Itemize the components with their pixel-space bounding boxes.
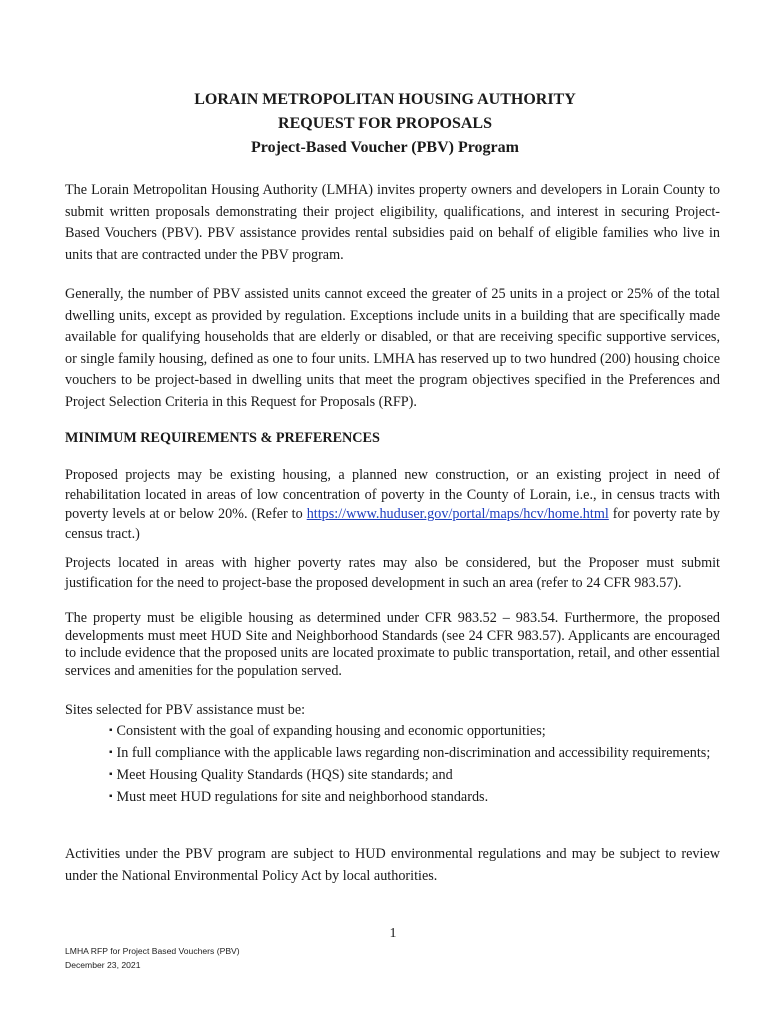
header-rfp-title: REQUEST FOR PROPOSALS xyxy=(278,115,492,132)
header-program-title: Project-Based Voucher (PBV) Program xyxy=(251,139,519,156)
page-number: 1 xyxy=(389,926,397,941)
bullet-icon: ▪ xyxy=(109,769,113,780)
environmental-paragraph: Activities under the PBV program are subject to HUD environmental regulations and may be subject to review under the National Environmental Policy Act by local authorities. xyxy=(65,846,720,884)
proposed-projects-paragraph xyxy=(65,466,720,544)
bullet-icon: ▪ xyxy=(109,791,113,802)
header-organization: LORAIN METROPOLITAN HOUSING AUTHORITY xyxy=(194,91,576,108)
list-item-text: Must meet HUD regulations for site and neighborhood standards. xyxy=(116,789,489,805)
list-item xyxy=(109,720,720,742)
unit-limits-paragraph: Generally, the number of PBV assisted units cannot exceed the greater of 25 units in a project or 25% of the total dwelling units, except as provided by regulation. Exceptions include units in a building that are specifically made available for qualifying households that are elderly or disabled, or that are receiving specific supportive services, or single family housing, defined as one to four units. LMHA has reserved up to two hundred (200) housing choice vouchers to be project-based in dwelling units that meet the program objectives specified in the Preferences and Project Selection Criteria in this Request for Proposals (RFP). xyxy=(65,286,720,410)
footer-document-title: LMHA RFP for Project Based Vouchers (PBV) xyxy=(65,946,240,956)
site-requirements-list xyxy=(109,720,720,808)
list-item xyxy=(109,742,720,764)
list-item-text: Meet Housing Quality Standards (HQS) site standards; and xyxy=(116,767,453,783)
hud-poverty-map-link[interactable]: https://www.huduser.gov/portal/maps/hcv/home.html xyxy=(306,506,609,522)
proposed-projects-text-end: for poverty rate by census tract.) xyxy=(65,506,720,542)
document-footer xyxy=(65,944,240,972)
higher-poverty-paragraph: Projects located in areas with higher poverty rates may also be considered, but the Proposer must submit justification for the need to project-base the proposed development in such an area (refer to 24 CFR 983.57). xyxy=(65,555,720,591)
sites-intro-text: Sites selected for PBV assistance must be: xyxy=(65,702,306,718)
eligibility-paragraph: The property must be eligible housing as determined under CFR 983.52 – 983.54. Furthermore, the proposed developments must meet HUD Site and Neighborhood Standards (see 24 CFR 983.57). Applicants are encouraged to include evidence that the proposed units are located proximate to public transportation, retail, and other essential services and amenities for the population served. xyxy=(65,610,720,679)
section-heading-minimum-requirements: MINIMUM REQUIREMENTS & PREFERENCES xyxy=(65,430,380,446)
bullet-icon: ▪ xyxy=(109,725,113,736)
intro-paragraph: The Lorain Metropolitan Housing Authority (LMHA) invites property owners and developers in Lorain County to submit written proposals demonstrating their project eligibility, qualifications, and interest in securing Project-Based Vouchers (PBV). PBV assistance provides rental subsidies paid on behalf of eligible families who live in units that are contracted under the PBV program. xyxy=(65,182,720,263)
list-item xyxy=(109,764,720,786)
proposed-projects-text: Proposed projects may be existing housing, a planned new construction, or an existing project in need of rehabilitation located in areas of low concentration of poverty in the County of Lorain, i.e., in census tracts with poverty levels at or below 20%. (Refer to xyxy=(65,467,720,522)
list-item-text: Consistent with the goal of expanding housing and economic opportunities; xyxy=(116,723,546,739)
document-header xyxy=(0,88,770,160)
list-item-text: In full compliance with the applicable laws regarding non-discrimination and accessibility requirements; xyxy=(116,745,711,761)
footer-date: December 23, 2021 xyxy=(65,960,141,970)
bullet-icon: ▪ xyxy=(109,747,113,758)
list-item xyxy=(109,786,720,808)
